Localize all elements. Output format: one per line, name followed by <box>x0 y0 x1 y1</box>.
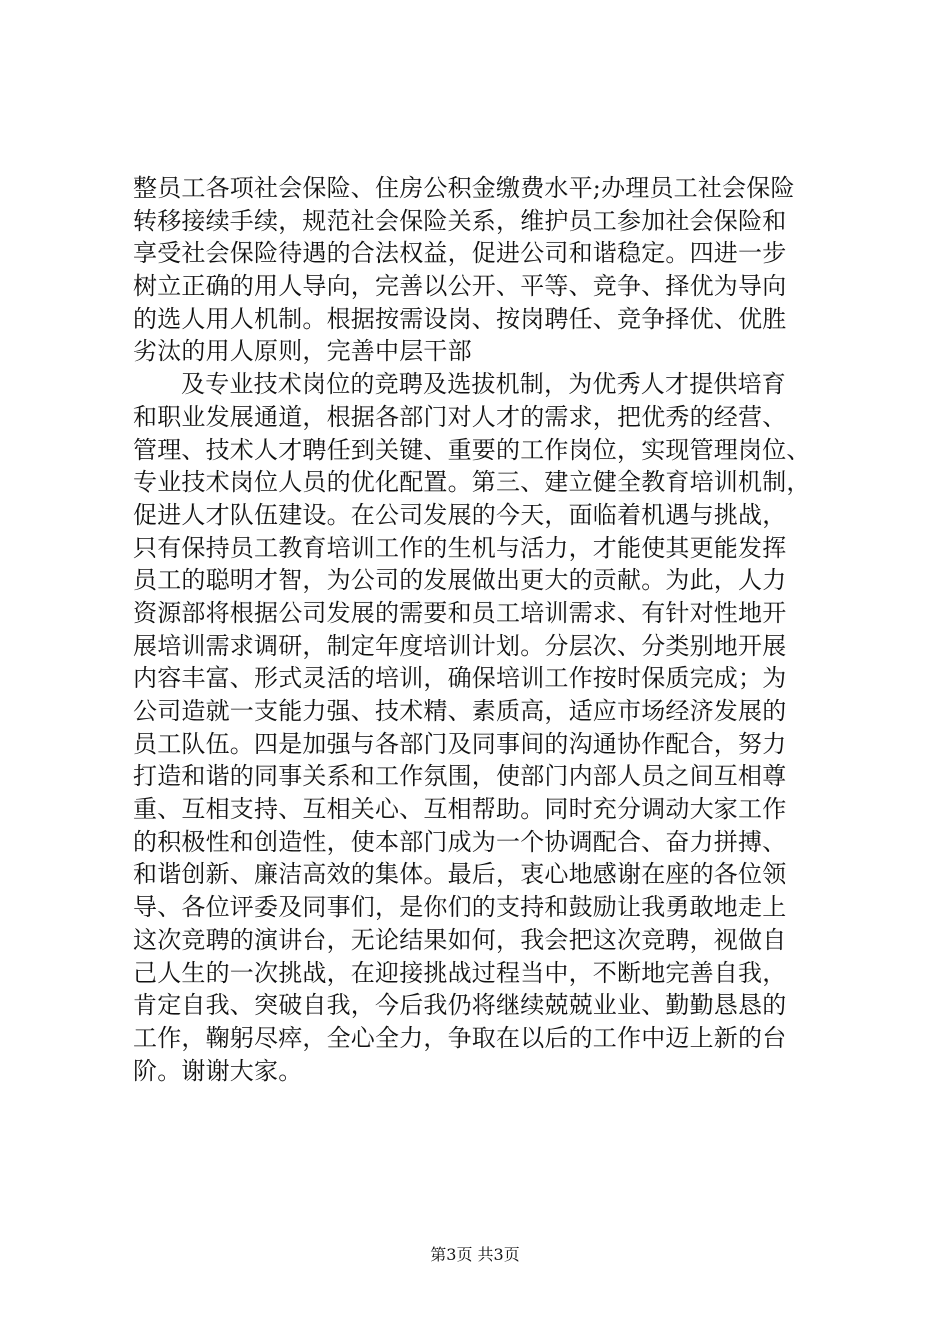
text-line: 工作，鞠躬尽瘁，全心全力，争取在以后的工作中迈上新的台 <box>133 1023 787 1052</box>
text-line: 和谐创新、廉洁高效的集体。最后，衷心地感谢在座的各位领 <box>133 860 787 889</box>
text-line: 阶。谢谢大家。 <box>133 1056 303 1085</box>
text-line: 这次竞聘的演讲台，无论结果如何，我会把这次竞聘，视做自 <box>133 925 787 954</box>
text-line: 员工队伍。四是加强与各部门及同事间的沟通协作配合，努力 <box>133 729 787 758</box>
text-line: 树立正确的用人导向，完善以公开、平等、竞争、择优为导向 <box>133 272 787 301</box>
text-line: 的积极性和创造性，使本部门成为一个协调配合、奋力拼搏、 <box>133 827 787 856</box>
text-line: 打造和谐的同事关系和工作氛围，使部门内部人员之间互相尊 <box>133 762 787 791</box>
paragraph-2 <box>133 368 833 1087</box>
text-line: 员工的聪明才智，为公司的发展做出更大的贡献。为此，人力 <box>133 566 787 595</box>
text-line: 资源部将根据公司发展的需要和员工培训需求、有针对性地开 <box>133 598 787 627</box>
text-line: 公司造就一支能力强、技术精、素质高，适应市场经济发展的 <box>133 697 787 725</box>
text-line: 只有保持员工教育培训工作的生机与活力，才能使其更能发挥 <box>133 533 787 562</box>
text-line: 劣汰的用人原则，完善中层干部 <box>133 337 472 366</box>
text-line: 促进人才队伍建设。在公司发展的今天，面临着机遇与挑战， <box>133 500 787 529</box>
text-line: 及专业技术岗位的竞聘及选拔机制，为优秀人才提供培育 <box>181 370 786 399</box>
text-line: 和职业发展通道，根据各部门对人才的需求，把优秀的经营、 <box>133 402 787 431</box>
text-line: 内容丰富、形式灵活的培训，确保培训工作按时保质完成；为 <box>133 664 787 693</box>
page-number-footer: 第3页 共3页 <box>430 1245 520 1264</box>
document-body <box>133 172 833 1087</box>
text-line: 享受社会保险待遇的合法权益，促进公司和谐稳定。四进一步 <box>133 239 787 268</box>
text-line: 的选人用人机制。根据按需设岗、按岗聘任、竞争择优、优胜 <box>133 304 787 333</box>
text-line: 整员工各项社会保险、住房公积金缴费水平;办理员工社会保险 <box>133 174 795 202</box>
paragraph-1 <box>133 172 833 368</box>
text-line: 专业技术岗位人员的优化配置。第三、建立健全教育培训机制， <box>133 468 811 497</box>
text-line: 管理、技术人才聘任到关键、重要的工作岗位，实现管理岗位、 <box>133 435 811 464</box>
text-line: 肯定自我、突破自我，今后我仍将继续兢兢业业、勤勤恳恳的 <box>133 991 787 1020</box>
text-line: 己人生的一次挑战，在迎接挑战过程当中，不断地完善自我， <box>133 958 787 987</box>
text-line: 转移接续手续，规范社会保险关系，维护员工参加社会保险和 <box>133 206 787 235</box>
text-line: 重、互相支持、互相关心、互相帮助。同时充分调动大家工作 <box>133 795 787 824</box>
text-line: 展培训需求调研，制定年度培训计划。分层次、分类别地开展 <box>133 631 787 660</box>
text-line: 导、各位评委及同事们，是你们的支持和鼓励让我勇敢地走上 <box>133 893 787 922</box>
